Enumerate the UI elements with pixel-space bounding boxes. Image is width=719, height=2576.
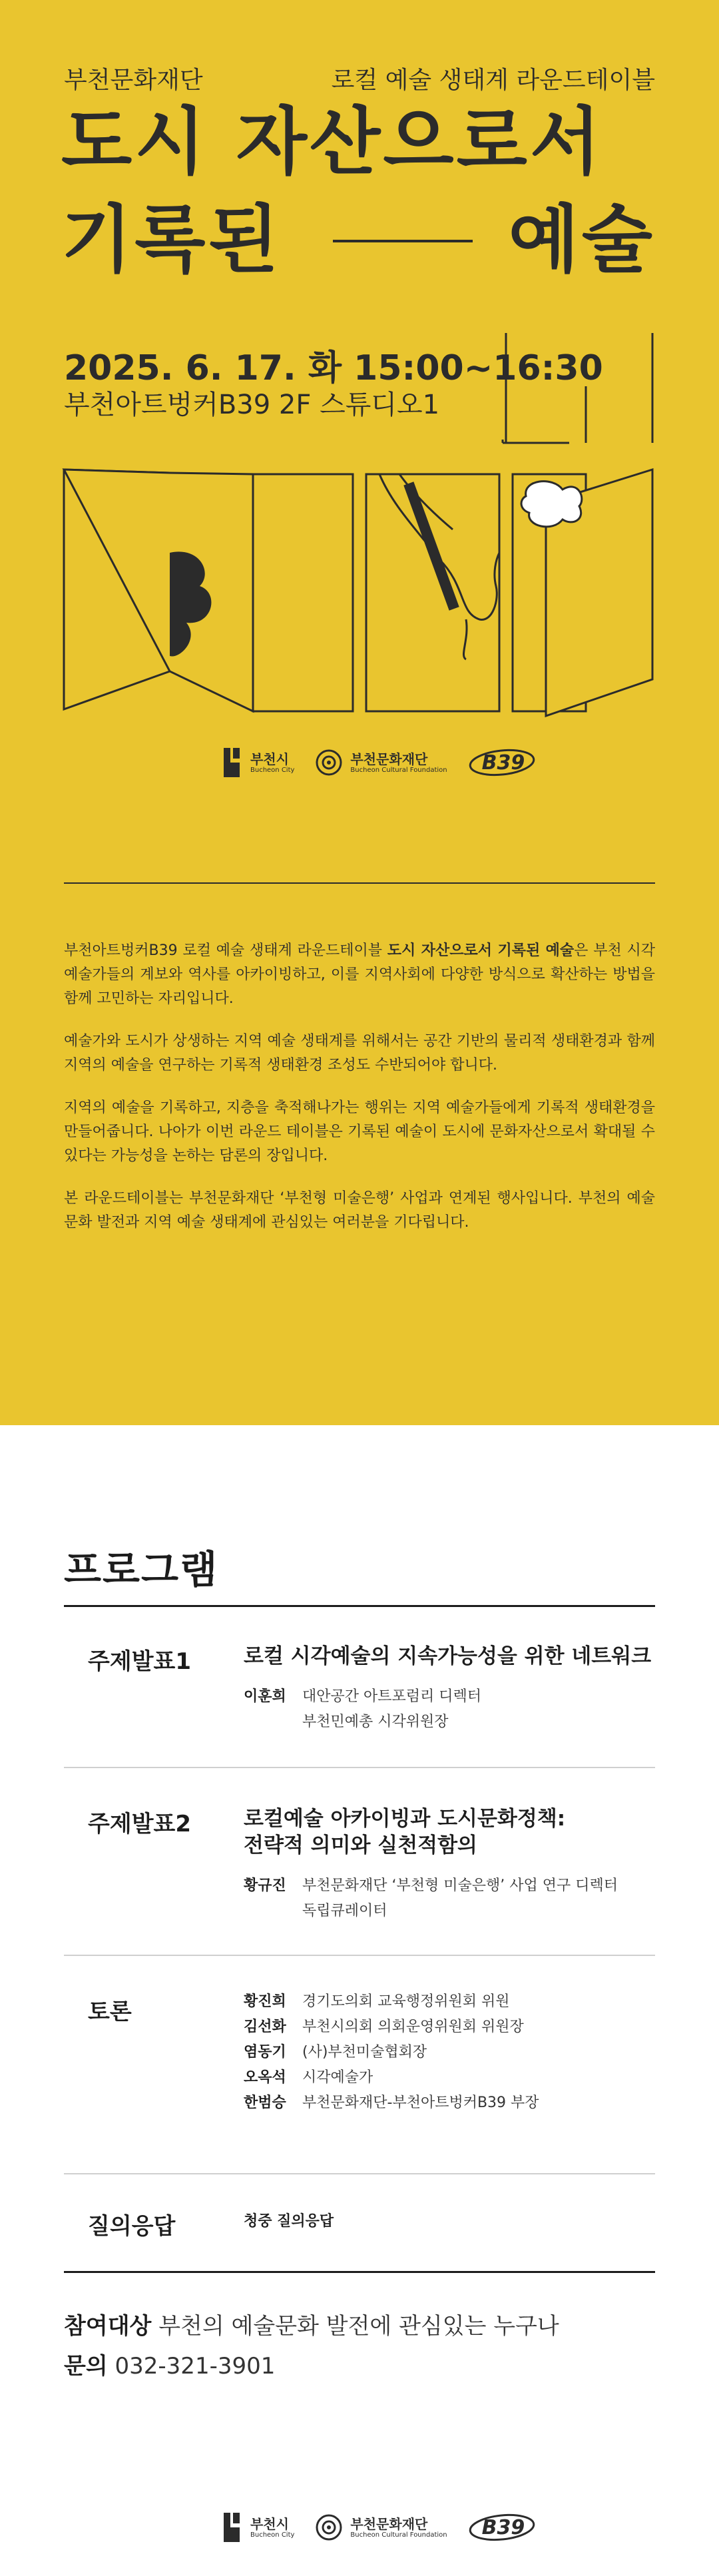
- program-row-topic: 로컬 시각예술의 지속가능성을 위한 네트워크: [244, 1644, 652, 1668]
- b39-logo: B39: [467, 2513, 525, 2542]
- program-row-label: 주제발표2: [88, 1811, 192, 1837]
- b39-logo: [467, 748, 525, 777]
- event-title-line1: 도시 자산으로서: [61, 99, 604, 184]
- event-datetime: 2025. 6. 17. 화 15:00~16:30: [64, 348, 603, 388]
- speaker-item: 황규진 부천문화재단 ‘부천형 미술은행’ 사업 연구 디렉터: [244, 1877, 618, 1894]
- section-divider: [64, 882, 655, 884]
- speaker-list: [244, 1989, 675, 2116]
- program-heading: 프로그램: [64, 1547, 219, 1592]
- bucheon-city-icon: [220, 745, 244, 780]
- speaker-list: [244, 1684, 675, 1735]
- foundation-logo: [314, 748, 447, 777]
- description-paragraph-4: 본 라운드테이블는 부천문화재단 ‘부천형 미술은행’ 사업과 연계된 행사입니다. 부천의 예술문화 발전과 지역 예술 생태계에 관심있는 여러분을 기다립니다.: [64, 1190, 655, 1231]
- speaker-item: 부천민예총 시각위원장: [302, 1714, 449, 1730]
- description-paragraph-1: 부천아트벙커B39 로컬 예술 생태계 라운드테이블 도시 자산으로서 기록된 예술은 부천 시각예술가들의 계보와 역사를 아카이빙하고, 이를 지역사회에 다양한 방식으로 확산하는 방법을 함께 고민하는 자리입니다.: [64, 942, 655, 1007]
- organizer-name: 부천문화재단: [64, 67, 203, 94]
- b39-text: B39: [481, 751, 525, 775]
- program-row-label: 토론: [88, 1999, 132, 2025]
- speaker-item: 염동기 (사)부천미술협회장: [244, 2044, 427, 2061]
- bucheon-city-logo: [220, 745, 294, 780]
- bucheon-city-icon: [220, 2510, 244, 2545]
- speaker-list: [244, 1873, 675, 1924]
- program-row: [64, 1956, 655, 2174]
- program-row: [64, 1607, 655, 1768]
- program-row: [64, 1768, 655, 1956]
- program-row: [64, 2174, 655, 2271]
- footer-logos: [220, 2507, 525, 2547]
- speaker-item: 독립큐레이터: [302, 1903, 387, 1919]
- program-bottom-rule: [64, 2271, 655, 2273]
- foundation-text: 부천문화재단: [350, 751, 428, 767]
- program-section: [0, 1425, 719, 2576]
- foundation-emblem-icon: [314, 748, 344, 777]
- bucheon-city-logo: 부천시 Bucheon City: [220, 2510, 294, 2545]
- speaker-item: 황진희 경기도의회 교육행정위원회 위원: [244, 1993, 510, 2010]
- speaker-item: 오옥석 시각예술가: [244, 2069, 373, 2086]
- speaker-item: 청중 질의응답: [244, 2213, 334, 2230]
- event-title-line2-right: 예술: [508, 197, 655, 282]
- target-audience: 참여대상 부천의 예술문화 발전에 관심있는 누구나: [64, 2313, 559, 2340]
- description-paragraph-3: 지역의 예술을 기록하고, 지층을 축적해나가는 행위는 지역 예술가들에게 기록적 생태환경을 만들어줍니다. 나아가 이번 라운드 테이블은 기록된 예술이 도시에 문화자산으로서 확대될 수 있다는 가능성을 논하는 담론의 장입니다.: [64, 1100, 655, 1164]
- foundation-text-en: Bucheon Cultural Foundation: [350, 766, 447, 774]
- foundation-logo: 부천문화재단 Bucheon Cultural Foundation: [314, 2513, 447, 2542]
- event-venue: 부천아트벙커B39 2F 스튜디오1: [64, 390, 440, 420]
- event-title-line2-left: 기록된: [61, 197, 282, 282]
- speaker-item: 이훈희 대안공간 아트포럼리 디렉터: [244, 1688, 482, 1705]
- bucheon-city-text-en: Bucheon City: [250, 766, 295, 774]
- description-paragraph-2: 예술가와 도시가 상생하는 지역 예술 생태계를 위해서는 공간 기반의 물리적 생태환경과 함께 지역의 예술을 연구하는 기록적 생태환경 조성도 수반되어야 합니다.: [64, 1033, 655, 1074]
- event-description: [64, 939, 655, 1253]
- series-name: 로컬 예술 생태계 라운드테이블: [331, 67, 655, 94]
- door-illustration: [0, 333, 719, 733]
- bucheon-city-text: 부천시: [250, 751, 289, 767]
- sponsor-logos: [220, 743, 525, 783]
- speaker-item: 김선화 부천시의회 의회운영위원회 위원장: [244, 2019, 524, 2035]
- speaker-item: 한범승 부천문화재단-부천아트벙커B39 부장: [244, 2094, 539, 2111]
- contact-info: 문의 032-321-3901: [64, 2353, 276, 2380]
- speaker-list: [244, 2209, 655, 2234]
- program-row-label: 주제발표1: [88, 1648, 192, 1675]
- program-row-topic: 로컬예술 아카이빙과 도시문화정책: 전략적 의미와 실천적함의: [244, 1807, 566, 1857]
- program-row-label: 질의응답: [88, 2213, 176, 2240]
- title-dash-rule: [333, 240, 473, 242]
- foundation-emblem-icon: [314, 2513, 344, 2542]
